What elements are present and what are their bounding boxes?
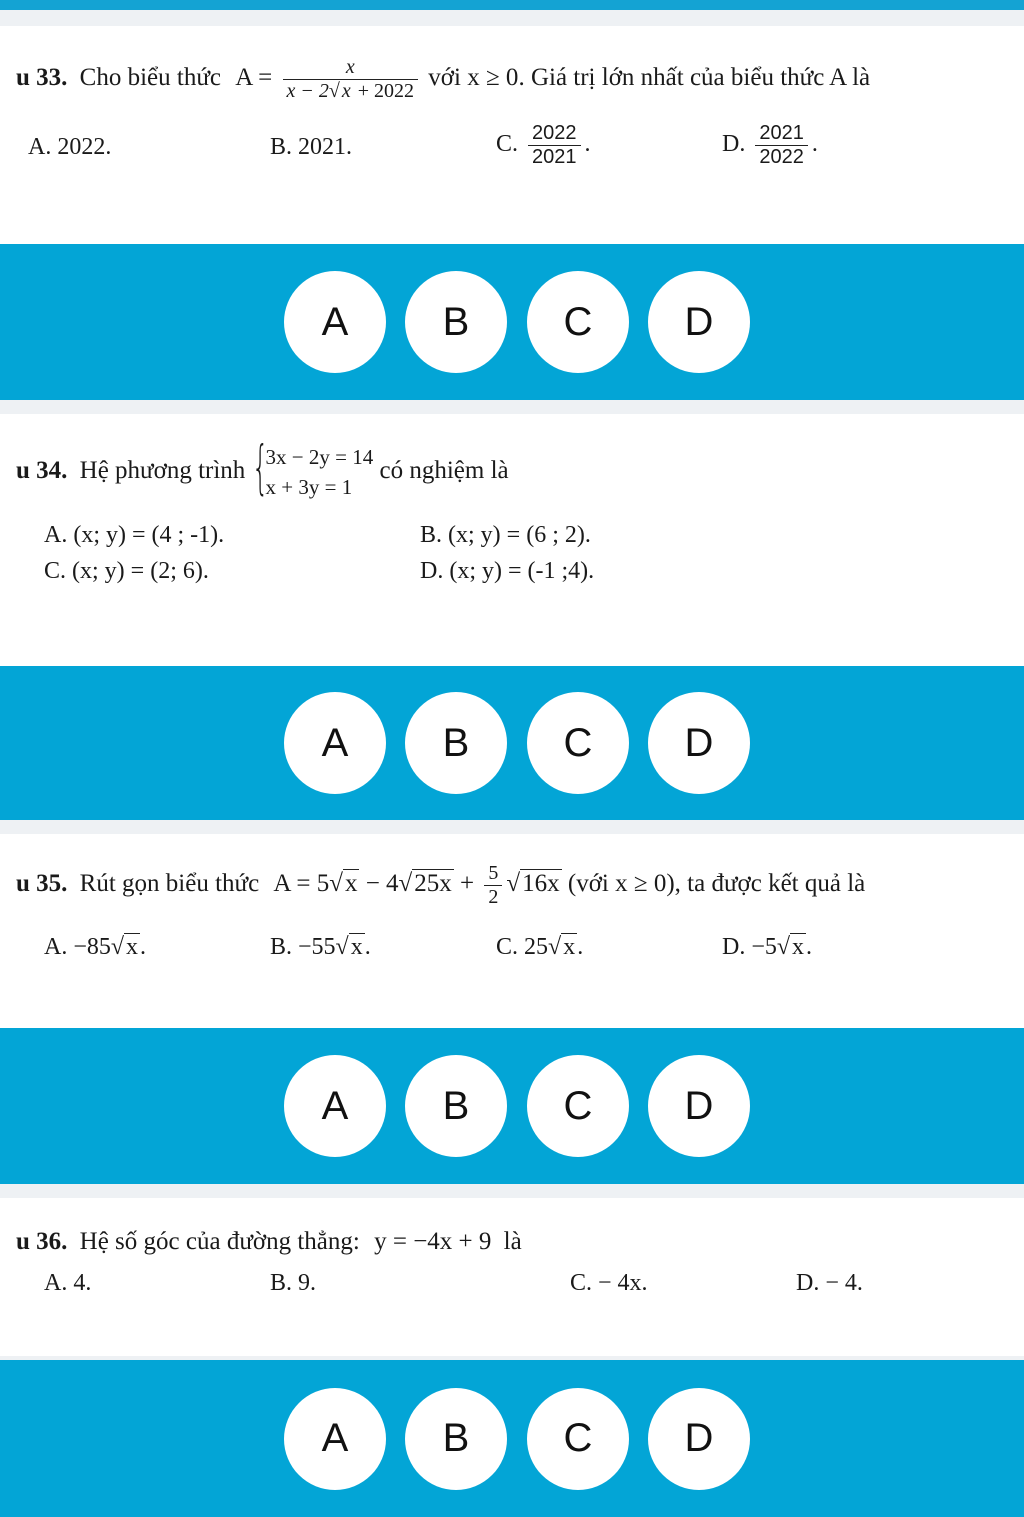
expression-fraction: $\frac{x}{x - 2√ x + 2022}$ <box>283 56 419 103</box>
answer-button-b[interactable]: B <box>405 1388 507 1490</box>
question-36-stem: u 36. Hệ số góc của đường thẳng: y = −4x + 9 là <box>16 1228 522 1255</box>
option-d: D. (x; y) = (-1 ;4). <box>420 558 595 584</box>
question-number: u 35. <box>16 870 68 898</box>
option-b: B. (x; y) = (6 ; 2). <box>420 522 591 548</box>
question-34 <box>0 414 1024 666</box>
answer-button-c[interactable]: C <box>527 1055 629 1157</box>
question-number: u 36. <box>16 1228 68 1255</box>
answer-panel-q33 <box>0 244 1024 400</box>
equation-system: { 3x − 2y = 14 x + 3y = 1 <box>251 433 374 501</box>
question-number: u 34. <box>16 457 68 485</box>
answer-panel-q34 <box>0 666 1024 820</box>
option-d: D. $\frac{2021}{2022}$ . <box>722 122 818 168</box>
option-a: A. 2022. <box>28 134 112 160</box>
option-a: A. −85√x. <box>44 934 147 960</box>
option-c: C. $\frac{2022}{2021}$ . <box>496 122 591 168</box>
option-c: C. (x; y) = (2; 6). <box>44 558 209 584</box>
separator <box>0 10 1024 26</box>
answer-button-c[interactable]: C <box>527 692 629 794</box>
question-number: u 33. <box>16 64 68 92</box>
answer-button-a[interactable]: A <box>284 271 386 373</box>
option-a: A. 4. <box>44 1270 92 1296</box>
option-c: C. − 4x. <box>570 1270 648 1296</box>
answer-button-b[interactable]: B <box>405 271 507 373</box>
answer-button-d[interactable]: D <box>648 692 750 794</box>
answer-button-d[interactable]: D <box>648 271 750 373</box>
answer-button-c[interactable]: C <box>527 271 629 373</box>
option-b: B. −55√x. <box>270 934 371 960</box>
question-33-stem: u 33. Cho biểu thức A = $\frac{x}{x - 2√ x + 2022}$ với x ≥ 0. Giá trị lớn nhất của biểu thức A là <box>16 56 871 102</box>
option-d: D. −5√x. <box>722 934 813 960</box>
answer-panel-q36 <box>0 1360 1024 1517</box>
answer-button-a[interactable]: A <box>284 692 386 794</box>
question-34-stem: u 34. Hệ phương trình { 3x − 2y = 14 x + 3y = 1 có nghiệm là <box>16 433 509 501</box>
answer-button-a[interactable]: A <box>284 1388 386 1490</box>
answer-button-a[interactable]: A <box>284 1055 386 1157</box>
answer-panel-q35 <box>0 1028 1024 1184</box>
answer-button-b[interactable]: B <box>405 1055 507 1157</box>
separator <box>0 1184 1024 1198</box>
option-c: C. 25√x. <box>496 934 584 960</box>
top-accent-bar <box>0 0 1024 10</box>
option-d: D. − 4. <box>796 1270 863 1296</box>
answer-button-d[interactable]: D <box>648 1055 750 1157</box>
option-b: B. 2021. <box>270 134 353 160</box>
question-35 <box>0 834 1024 1028</box>
answer-button-c[interactable]: C <box>527 1388 629 1490</box>
question-36 <box>0 1198 1024 1356</box>
separator <box>0 820 1024 834</box>
question-35-stem: u 35. Rút gọn biểu thức A = 5√x − 4√25x + $\frac{5}{2}$ √16x (với x ≥ 0), ta được kết quả là <box>16 862 866 908</box>
separator <box>0 400 1024 414</box>
question-33 <box>0 26 1024 244</box>
option-a: A. (x; y) = (4 ; -1). <box>44 522 225 548</box>
option-b: B. 9. <box>270 1270 317 1296</box>
answer-button-d[interactable]: D <box>648 1388 750 1490</box>
answer-button-b[interactable]: B <box>405 692 507 794</box>
